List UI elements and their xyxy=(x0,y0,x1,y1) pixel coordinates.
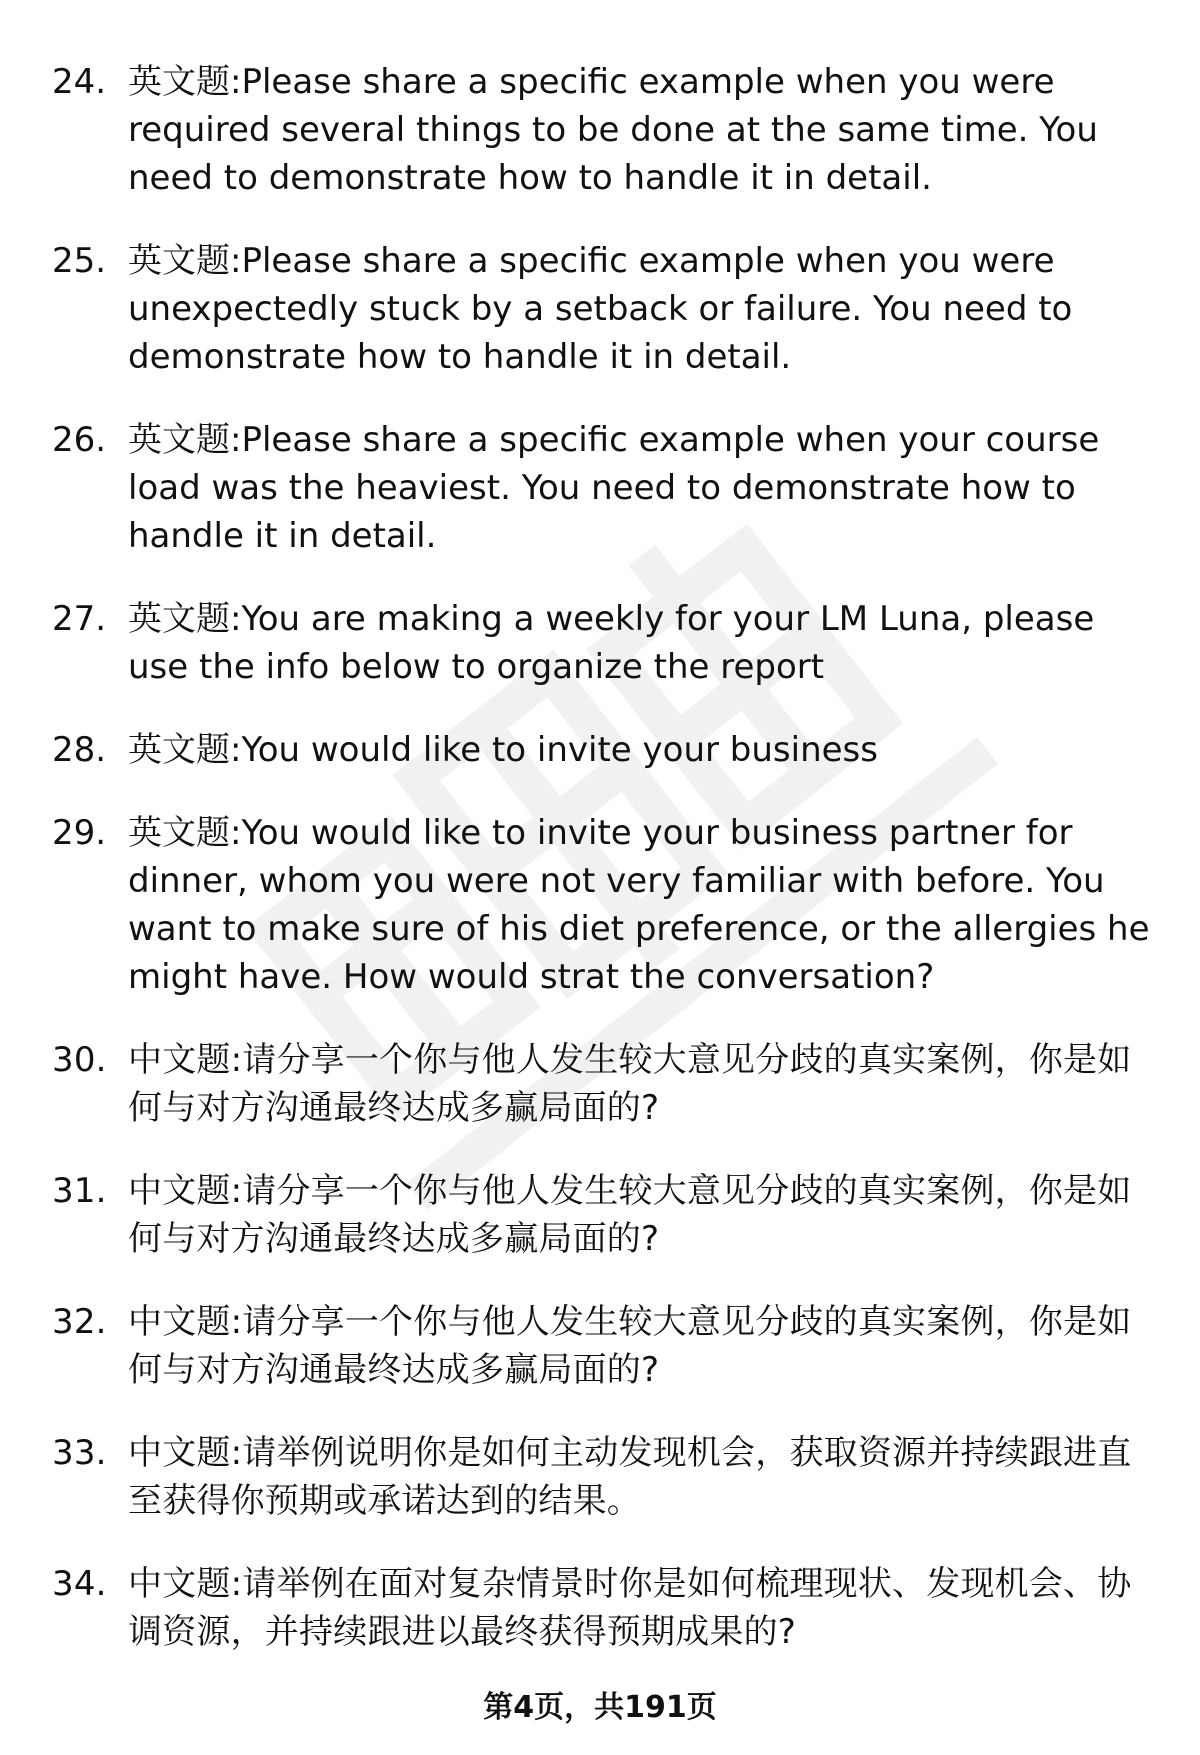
question-text: 英文题:You would like to invite your business partner for dinner, whom you were not very familiar with before. You want to make sure of his diet preference, or the allergies he might have. How would strat the conversation? xyxy=(128,813,1150,997)
question-item-26 xyxy=(0,416,1200,560)
question-text: 中文题:请举例在面对复杂情景时你是如何梳理现状、发现机会、协调资源，并持续跟进以最终获得预期成果的? xyxy=(128,1564,1132,1652)
question-item-24 xyxy=(0,58,1200,202)
question-text: 中文题:请分享一个你与他人发生较大意见分歧的真实案例，你是如何与对方沟通最终达成多赢局面的? xyxy=(128,1040,1132,1128)
question-item-27 xyxy=(0,595,1200,691)
question-text: 中文题:请举例说明你是如何主动发现机会，获取资源并持续跟进直至获得你预期或承诺达到的结果。 xyxy=(128,1433,1132,1521)
question-item-28 xyxy=(0,726,1200,774)
question-item-25 xyxy=(0,237,1200,381)
question-number: 27. xyxy=(52,599,107,639)
question-item-32 xyxy=(0,1298,1200,1394)
question-item-29 xyxy=(0,809,1200,1001)
question-list xyxy=(0,58,1200,1691)
question-text: 英文题:Please share a specific example when you were unexpectedly stuck by a setback or failure. You need to demonstrate how to handle it in detail. xyxy=(128,241,1073,377)
question-number: 30. xyxy=(52,1040,107,1080)
question-number: 34. xyxy=(52,1564,107,1604)
question-item-34 xyxy=(0,1560,1200,1656)
question-number: 28. xyxy=(52,730,107,770)
question-number: 24. xyxy=(52,62,107,102)
question-text: 英文题:Please share a specific example when you were required several things to be done at the same time. You need to demonstrate how to handle it in detail. xyxy=(128,62,1098,198)
question-text: 英文题:You would like to invite your business xyxy=(128,730,878,770)
page-footer: 第4页，共191页 xyxy=(483,1690,717,1725)
question-number: 33. xyxy=(52,1433,107,1473)
question-number: 31. xyxy=(52,1171,107,1211)
question-item-33 xyxy=(0,1429,1200,1525)
question-item-30 xyxy=(0,1036,1200,1132)
question-number: 25. xyxy=(52,241,107,281)
question-text: 中文题:请分享一个你与他人发生较大意见分歧的真实案例，你是如何与对方沟通最终达成多赢局面的? xyxy=(128,1171,1132,1259)
question-text: 中文题:请分享一个你与他人发生较大意见分歧的真实案例，你是如何与对方沟通最终达成多赢局面的? xyxy=(128,1302,1132,1390)
question-text: 英文题:You are making a weekly for your LM Luna, please use the info below to organize the report xyxy=(128,599,1095,687)
question-number: 32. xyxy=(52,1302,107,1342)
question-text: 英文题:Please share a specific example when your course load was the heaviest. You need to demonstrate how to handle it in detail. xyxy=(128,420,1100,556)
question-item-31 xyxy=(0,1167,1200,1263)
question-number: 29. xyxy=(52,813,107,853)
question-number: 26. xyxy=(52,420,107,460)
